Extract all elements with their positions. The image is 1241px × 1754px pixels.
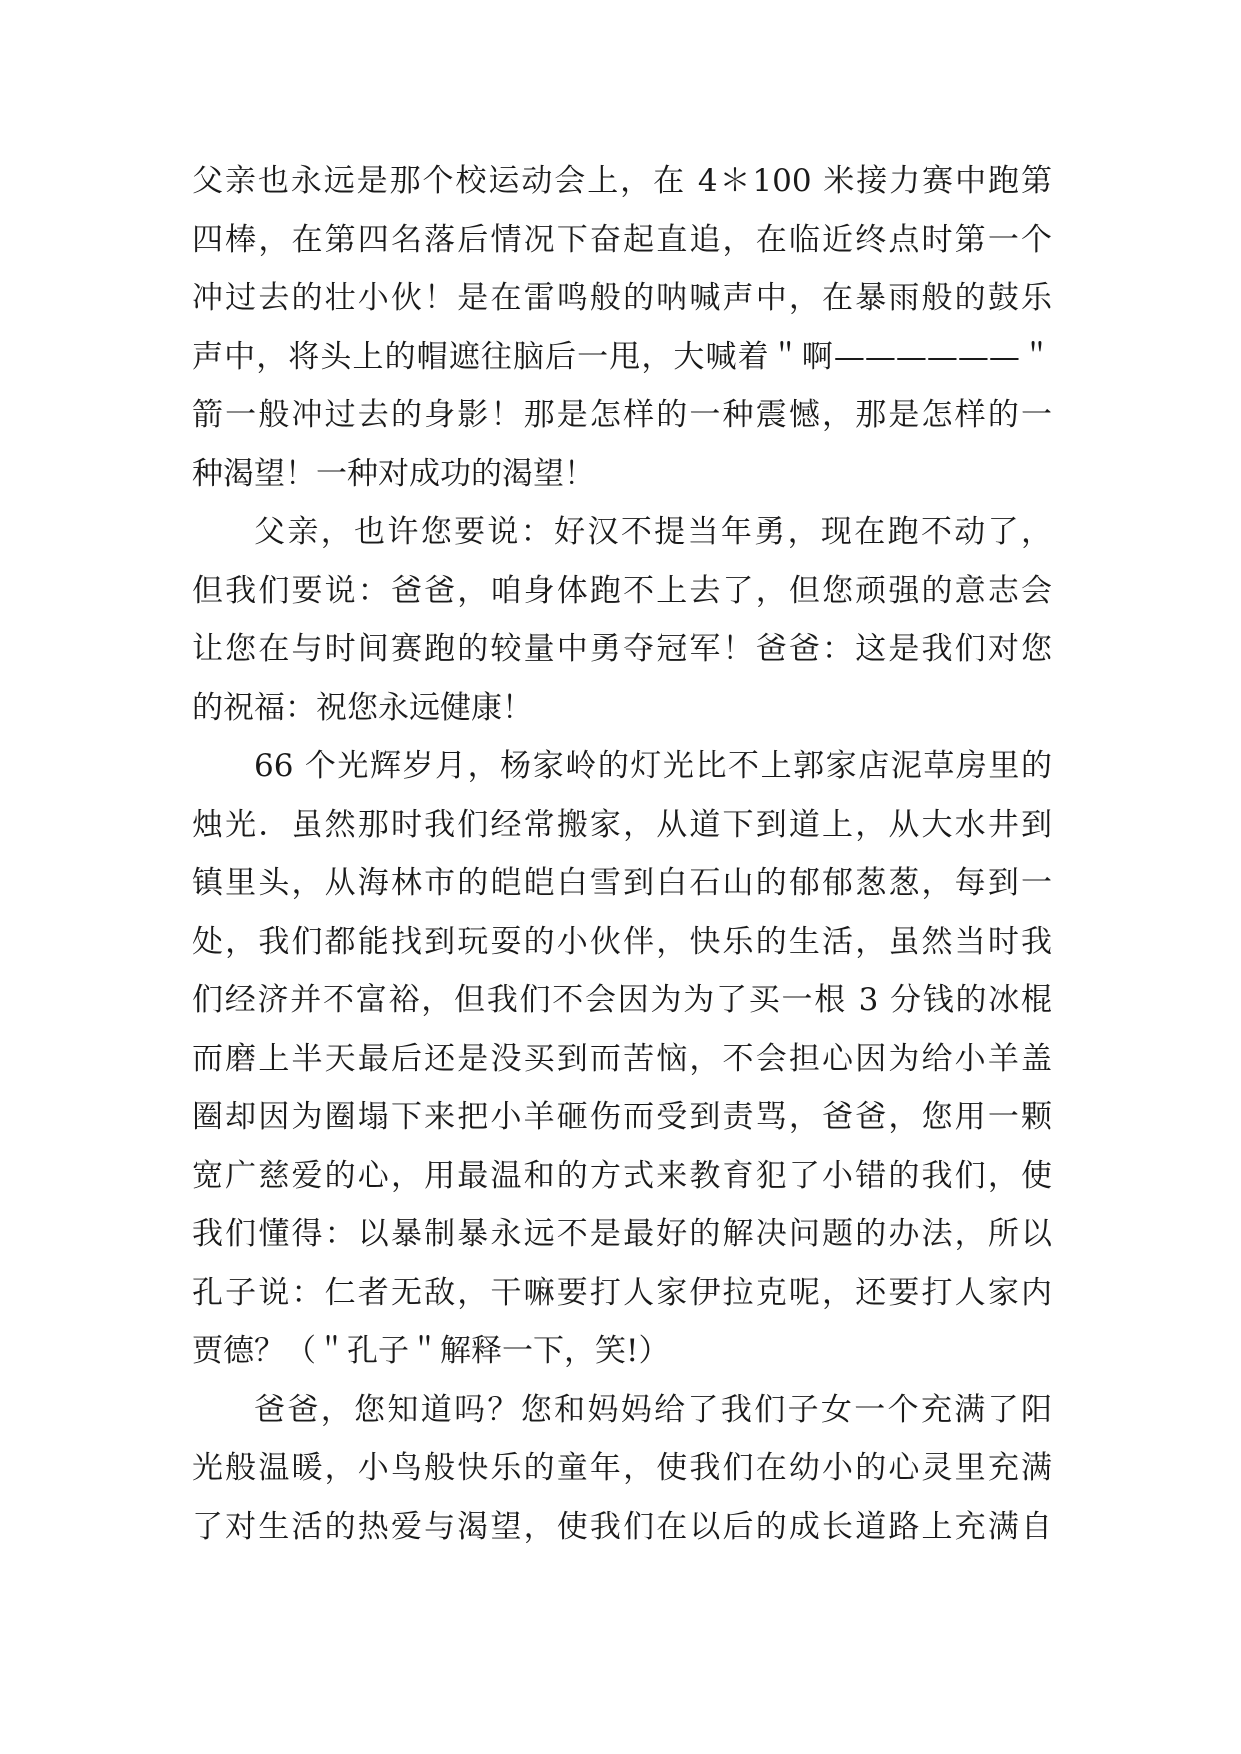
text-line: 了对生活的热爱与渴望，使我们在以后的成长道路上充满自 bbox=[192, 1508, 1052, 1545]
paragraph-2 bbox=[192, 503, 1052, 737]
paragraph-4 bbox=[192, 1381, 1052, 1557]
text-line: 们经济并不富裕，但我们不会因为为了买一根 3 分钱的冰棍 bbox=[192, 982, 1052, 1018]
text-line: 的祝福：祝您永远健康！ bbox=[192, 689, 533, 726]
text-line: 镇里头，从海林市的皑皑白雪到白石山的郁郁葱葱，每到一 bbox=[192, 865, 1052, 901]
text-line: 我们懂得：以暴制暴永远不是最好的解决问题的办法，所以 bbox=[192, 1216, 1052, 1252]
text-line: 处，我们都能找到玩耍的小伙伴，快乐的生活，虽然当时我 bbox=[192, 923, 1052, 960]
text-line: 66 个光辉岁月，杨家岭的灯光比不上郭家店泥草房里的 bbox=[254, 748, 1052, 784]
text-line: 四棒，在第四名落后情况下奋起直追，在临近终点时第一个 bbox=[192, 221, 1052, 258]
text-line: 孔子说：仁者无敌，干嘛要打人家伊拉克呢，还要打人家内 bbox=[192, 1274, 1052, 1311]
paragraph-1 bbox=[192, 152, 1052, 503]
paragraph-3 bbox=[192, 737, 1052, 1381]
text-line: 父亲也永远是那个校运动会上，在 4＊100 米接力赛中跑第 bbox=[192, 163, 1052, 199]
text-line: 光般温暖，小鸟般快乐的童年，使我们在幼小的心灵里充满 bbox=[192, 1450, 1052, 1486]
text-line: 父亲，也许您要说：好汉不提当年勇，现在跑不动了， bbox=[254, 514, 1052, 550]
text-line: 烛光．虽然那时我们经常搬家，从道下到道上，从大水井到 bbox=[192, 806, 1052, 843]
text-line: 贾德？（＂孔子＂解释一下，笑!） bbox=[192, 1333, 670, 1369]
text-line: 而磨上半天最后还是没买到而苦恼，不会担心因为给小羊盖 bbox=[192, 1040, 1052, 1077]
text-line: 圈却因为圈塌下来把小羊砸伤而受到责骂，爸爸，您用一颗 bbox=[192, 1099, 1052, 1135]
text-line: 爸爸，您知道吗？您和妈妈给了我们子女一个充满了阳 bbox=[254, 1391, 1052, 1428]
text-line: 箭一般冲过去的身影！那是怎样的一种震憾，那是怎样的一 bbox=[192, 397, 1052, 433]
text-line: 声中，将头上的帽遮往脑后一甩，大喊着＂啊——————＂ bbox=[192, 338, 1052, 375]
text-line: 让您在与时间赛跑的较量中勇夺冠军！爸爸：这是我们对您 bbox=[192, 631, 1052, 667]
document-page bbox=[192, 152, 1052, 1556]
text-line: 冲过去的壮小伙！是在雷鸣般的呐喊声中，在暴雨般的鼓乐 bbox=[192, 280, 1052, 316]
text-line: 宽广慈爱的心，用最温和的方式来教育犯了小错的我们，使 bbox=[192, 1157, 1052, 1194]
text-line: 但我们要说：爸爸，咱身体跑不上去了，但您顽强的意志会 bbox=[192, 572, 1052, 609]
text-line: 种渴望！一种对成功的渴望！ bbox=[192, 455, 595, 492]
